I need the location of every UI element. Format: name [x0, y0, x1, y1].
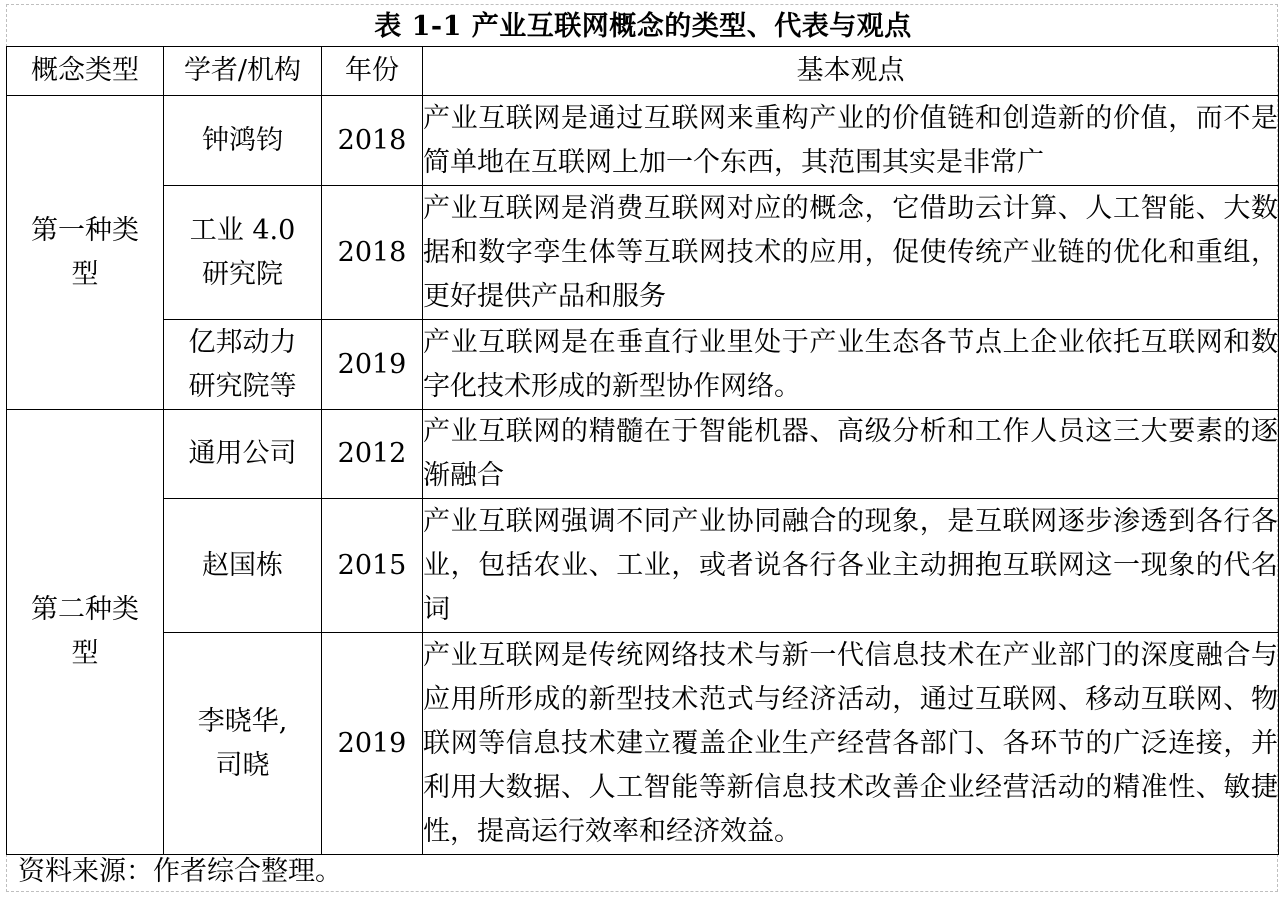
table-row	[7, 96, 1279, 186]
scholar-cell: 赵国栋	[164, 499, 322, 633]
view-cell: 产业互联网强调不同产业协同融合的现象，是互联网逐步渗透到各行各业，包括农业、工业，或者说各行各业主动拥抱互联网这一现象的代名词	[423, 499, 1279, 633]
scholar-cell: 李晓华, 司晓	[164, 633, 322, 855]
table-row	[7, 320, 1279, 410]
header-scholar: 学者/机构	[164, 47, 322, 96]
view-cell: 产业互联网是消费互联网对应的概念，它借助云计算、人工智能、大数据和数字孪生体等互联网技术的应用，促使传统产业链的优化和重组，更好提供产品和服务	[423, 186, 1279, 320]
header-basic-view: 基本观点	[423, 47, 1279, 96]
header-year: 年份	[322, 47, 423, 96]
year-cell: 2019	[322, 633, 423, 855]
scholar-cell: 钟鸿钧	[164, 96, 322, 186]
scholar-cell: 亿邦动力 研究院等	[164, 320, 322, 410]
concept-type-line: 型	[71, 258, 99, 290]
year-cell: 2018	[322, 186, 423, 320]
header-row	[7, 47, 1279, 96]
concept-type-cell	[7, 410, 164, 855]
concept-table	[6, 46, 1279, 855]
view-cell: 产业互联网是在垂直行业里处于产业生态各节点上企业依托互联网和数字化技术形成的新型协作网络。	[423, 320, 1279, 410]
view-cell: 产业互联网的精髓在于智能机器、高级分析和工作人员这三大要素的逐渐融合	[423, 410, 1279, 499]
table-row	[7, 186, 1279, 320]
table-row	[7, 499, 1279, 633]
scholar-cell: 通用公司	[164, 410, 322, 499]
view-cell: 产业互联网是传统网络技术与新一代信息技术在产业部门的深度融合与应用所形成的新型技术范式与经济活动，通过互联网、移动互联网、物联网等信息技术建立覆盖企业生产经营各部门、各环节的广泛连接，并利用大数据、人工智能等新信息技术改善企业经营活动的精准性、敏捷性，提高运行效率和经济效益。	[423, 633, 1279, 855]
year-cell: 2019	[322, 320, 423, 410]
table-caption: 表 1-1 产业互联网概念的类型、代表与观点	[374, 11, 912, 42]
concept-type-line: 第二种类	[31, 594, 139, 625]
view-cell: 产业互联网是通过互联网来重构产业的价值链和创造新的价值，而不是简单地在互联网上加一个东西，其范围其实是非常广	[423, 96, 1279, 186]
source-note: 资料来源：作者综合整理。	[18, 856, 342, 887]
concept-type-cell	[7, 96, 164, 410]
concept-type-line: 型	[71, 638, 99, 669]
scholar-cell: 工业 4.0 研究院	[164, 186, 322, 320]
year-cell: 2012	[322, 410, 423, 499]
concept-type-line: 第一种类	[31, 214, 139, 246]
table-row	[7, 633, 1279, 855]
year-cell: 2018	[322, 96, 423, 186]
header-concept-type: 概念类型	[7, 47, 164, 96]
year-cell: 2015	[322, 499, 423, 633]
table-row	[7, 410, 1279, 499]
